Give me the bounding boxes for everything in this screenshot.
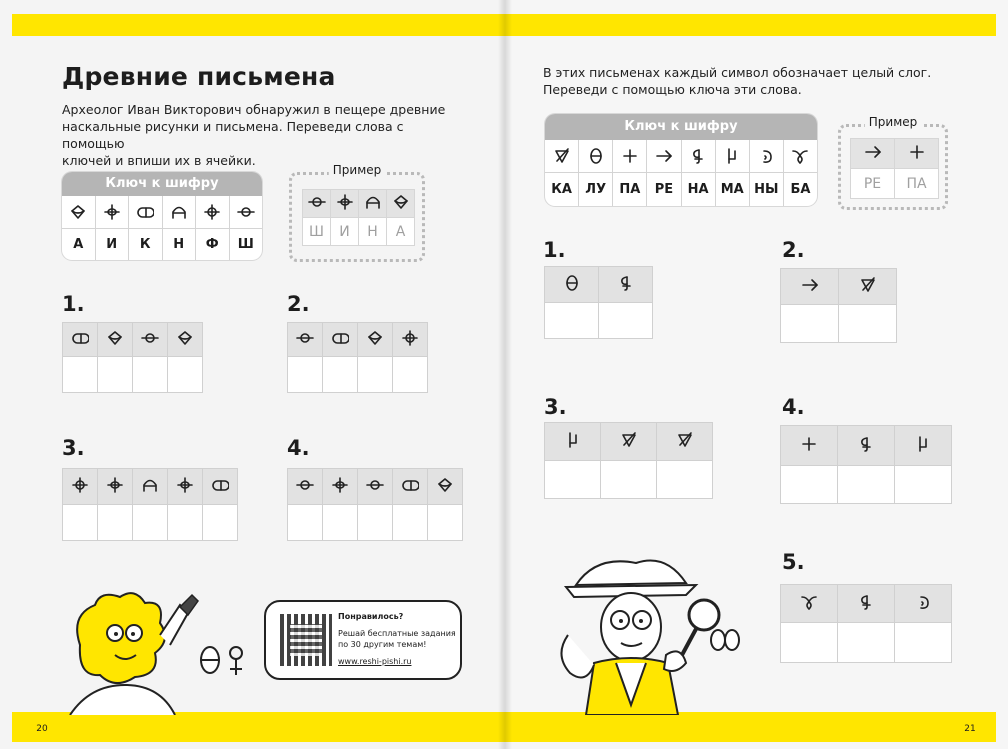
answer-cell[interactable] [895,623,952,663]
task-number: 4. [287,436,310,460]
key-symbol [613,140,647,172]
key-letter: К [129,229,163,260]
ear-icon [757,147,775,165]
slash-triangle-icon [859,276,877,294]
key-letter: Н [163,229,197,260]
answer-cell[interactable] [895,466,952,504]
task-symbol [358,469,393,505]
diamond-cup-icon [366,329,384,347]
promo-link[interactable]: www.reshi-pishi.ru [338,657,412,666]
answer-cell[interactable] [168,357,203,393]
task-symbol [393,323,428,357]
line-circle-icon [237,203,255,221]
answer-cell[interactable] [838,623,895,663]
page-title: Древние письмена [62,62,336,91]
line-circle-icon [308,193,326,211]
task-symbol [323,469,358,505]
task-symbol [98,469,133,505]
task-symbol [168,323,203,357]
example-symbol [387,190,415,218]
answer-cell[interactable] [323,357,358,393]
key-syllable: ПА [613,173,647,206]
key-symbol [682,140,716,172]
key-symbol [230,196,263,228]
key-symbol [163,196,197,228]
task-symbol [599,267,653,303]
task-symbol [203,469,238,505]
plus-icon [621,147,639,165]
task-number: 1. [543,238,566,262]
line-circle-icon [366,476,384,494]
key-letter: И [96,229,130,260]
q-hook-icon [857,593,875,611]
example-label: Пример [865,115,922,129]
task-symbol [133,323,168,357]
task-symbol [323,323,358,357]
arch-h-icon [170,203,188,221]
arrow-icon [655,147,673,165]
example-letter: Н [359,218,387,246]
intro-text: В этих письменах каждый символ обозначает целый слог. Переведи с помощью ключа эти слова. [543,65,932,97]
cross-ring-filled-icon [203,203,221,221]
promo-box [264,600,462,680]
answer-cell[interactable] [781,623,838,663]
top-yellow-bar [504,14,996,36]
task-grid [287,468,463,541]
answer-cell[interactable] [545,303,599,339]
key-syllable: НЫ [750,173,784,206]
key-syllable: НА [682,173,716,206]
key-symbol [579,140,613,172]
cross-ring-filled-icon [401,329,419,347]
key-symbol [129,196,163,228]
task-symbol [781,426,838,466]
answer-cell[interactable] [168,505,203,541]
answer-cell[interactable] [98,357,133,393]
capsule-icon [211,476,229,494]
task-grid [287,322,428,393]
key-syllable: РЕ [647,173,681,206]
answer-cell[interactable] [323,505,358,541]
answer-cell[interactable] [545,461,601,499]
cross-ring-icon [331,476,349,494]
task-grid [780,425,952,504]
answer-cell[interactable] [599,303,653,339]
page-number: 21 [958,721,982,737]
task-symbol [838,426,895,466]
task-grid [544,422,713,499]
key-syllable: ЛУ [579,173,613,206]
example-symbol [895,139,939,169]
key-symbol [647,140,681,172]
p-hook-icon [564,431,582,449]
answer-cell[interactable] [63,357,98,393]
example-box [289,163,425,262]
page-number: 20 [30,721,54,737]
arch-h-icon [364,193,382,211]
cipher-key [62,172,262,260]
key-letter: Ф [196,229,230,260]
p-hook-icon [914,435,932,453]
theta-icon [563,274,581,292]
ear-icon [914,593,932,611]
slash-triangle-icon [620,431,638,449]
bottom-yellow-bar [504,712,996,742]
answer-cell[interactable] [288,357,323,393]
answer-cell[interactable] [98,505,133,541]
example-box [838,115,948,210]
example-letter: Ш [303,218,331,246]
archaeologist-illustration [546,545,746,715]
task-symbol [781,269,839,305]
cross-ring-icon [106,476,124,494]
key-syllable: БА [790,182,811,197]
task-number: 5. [782,550,805,574]
p-hook-icon [723,147,741,165]
task-grid [544,266,653,339]
example-label: Пример [329,163,386,177]
arrow-icon [801,276,819,294]
diamond-cup-icon [106,329,124,347]
caveman-illustration [60,585,260,715]
q-hook-icon [689,147,707,165]
task-symbol [358,323,393,357]
task-symbol [288,323,323,357]
diamond-cup-icon [69,203,87,221]
capsule-icon [71,329,89,347]
task-symbol [393,469,428,505]
example-symbol [851,139,895,169]
task-symbol [781,585,838,623]
key-syllable: КА [545,173,579,206]
task-symbol [545,423,601,461]
key-syllable: МА [716,173,750,206]
line-circle-icon [296,329,314,347]
example-letter: И [331,218,359,246]
task-symbol [288,469,323,505]
key-symbol [545,140,579,172]
task-number: 2. [287,292,310,316]
key-symbol [784,140,817,172]
example-symbol [303,190,331,218]
task-symbol [545,267,599,303]
example-symbol [331,190,359,218]
plus-icon [908,143,926,161]
q-hook-icon [857,435,875,453]
answer-cell[interactable] [203,505,238,541]
promo-text: Решай бесплатные задания по 30 другим темам! [338,629,456,649]
top-yellow-bar [12,14,504,36]
line-circle-icon [141,329,159,347]
answer-cell[interactable] [781,466,838,504]
arch-h-icon [141,476,159,494]
answer-cell[interactable] [393,505,428,541]
key-syllable-row [545,172,817,206]
key-symbol-row [62,196,262,228]
answer-cell[interactable] [838,466,895,504]
answer-cell[interactable] [133,505,168,541]
cross-ring-icon [103,203,121,221]
key-symbol [750,140,784,172]
key-symbol [96,196,130,228]
slash-triangle-icon [676,431,694,449]
task-symbol [63,323,98,357]
intro-text: Археолог Иван Викторович обнаружил в пещере древние наскальные рисунки и письмена. Переведи слова с помощью ключей и впиши их в ячейки. [62,102,446,168]
capsule-icon [136,203,154,221]
answer-cell[interactable] [781,305,839,343]
answer-cell[interactable] [657,461,713,499]
cipher-key-header: Ключ к шифру [545,114,817,140]
horns-icon [800,593,818,611]
answer-cell[interactable] [393,357,428,393]
slash-triangle-icon [553,147,571,165]
arrow-icon [864,143,882,161]
task-symbol [601,423,657,461]
answer-cell[interactable] [428,505,463,541]
answer-cell[interactable] [601,461,657,499]
theta-icon [587,147,605,165]
right-page [504,0,1008,749]
diamond-cup-icon [392,193,410,211]
cipher-key-header: Ключ к шифру [62,172,262,196]
answer-cell[interactable] [358,505,393,541]
task-number: 3. [62,436,85,460]
qr-code[interactable] [280,614,332,666]
capsule-icon [401,476,419,494]
task-number: 4. [782,395,805,419]
task-symbol [838,585,895,623]
task-symbol [63,469,98,505]
answer-cell[interactable] [358,357,393,393]
example-letter: А [387,218,415,246]
answer-cell[interactable] [133,357,168,393]
capsule-icon [331,329,349,347]
plus-icon [800,435,818,453]
diamond-cup-icon [176,329,194,347]
task-grid [780,268,897,343]
task-symbol [168,469,203,505]
cross-ring-icon [176,476,194,494]
example-syllable: РЕ [851,169,895,199]
task-symbol [657,423,713,461]
example-syllable: ПА [895,169,939,199]
cipher-key [545,114,817,206]
key-letter: А [62,229,96,260]
task-number: 2. [782,238,805,262]
book-spine [498,0,512,749]
task-symbol [895,585,952,623]
q-hook-icon [617,274,635,292]
task-number: 1. [62,292,85,316]
answer-cell[interactable] [63,505,98,541]
horns-icon [791,147,809,165]
task-symbol [839,269,897,305]
task-symbol [895,426,952,466]
key-letter-row [62,228,262,260]
task-symbol [98,323,133,357]
cross-ring-filled-icon [71,476,89,494]
answer-cell[interactable] [839,305,897,343]
key-symbol [196,196,230,228]
task-symbol [428,469,463,505]
line-circle-icon [296,476,314,494]
diamond-cup-icon [436,476,454,494]
key-symbol-row [545,140,817,172]
example-symbol [359,190,387,218]
key-symbol [716,140,750,172]
task-grid [780,584,952,663]
key-letter: Ш [237,237,254,252]
cross-ring-icon [336,193,354,211]
task-symbol [133,469,168,505]
task-grid [62,322,203,393]
promo-title: Понравилось? [338,612,404,621]
task-number: 3. [544,395,567,419]
task-grid [62,468,238,541]
key-symbol [62,196,96,228]
answer-cell[interactable] [288,505,323,541]
bottom-yellow-bar [12,712,504,742]
